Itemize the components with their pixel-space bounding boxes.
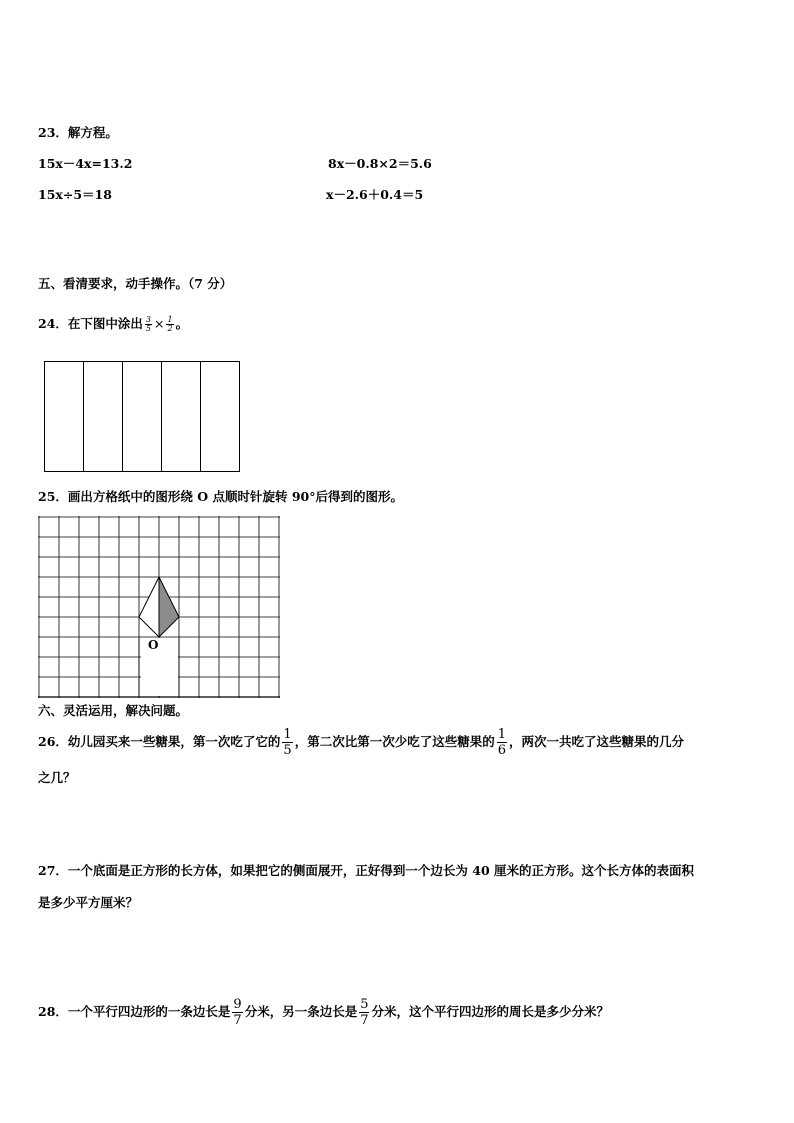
fraction-denominator: 7 [360,1013,369,1028]
fraction-denominator: 5 [145,324,151,333]
q24-fraction-2 [166,316,173,333]
fraction-numerator: 3 [145,315,151,324]
q26-line-2: 之几？ [38,770,76,785]
q24-suffix: 。 [175,316,189,331]
rectangle-outline [45,362,240,472]
q28-fraction-2 [359,997,369,1028]
times-sign: × [154,316,165,331]
label-area [141,638,178,696]
equation-1: 15x－4x=13.2 [38,156,133,171]
section-6-heading: 六、灵活运用，解决问题。 [38,703,189,718]
q27-line-2: 是多少平方厘米？ [38,895,139,910]
q25-text: 25．画出方格纸中的图形绕 O 点顺时针旋转 90°后得到的图形。 [38,489,403,504]
q26-part-1: 26．幼儿园买来一些糖果，第一次吃了它的 [38,734,281,749]
fraction-numerator: 9 [233,997,242,1012]
fraction-numerator: 5 [360,997,369,1012]
fraction-numerator: 1 [167,315,173,324]
q27-line-1: 27．一个底面是正方形的长方体，如果把它的侧面展开，正好得到一个边长为 40 厘米的正方形。这个长方体的表面积 [38,863,694,878]
section-5-heading: 五、看清要求，动手操作。（7 分） [38,276,233,291]
q24-fraction-1 [145,316,152,333]
q28-text [38,992,609,1032]
equation-3: 15x÷5＝18 [38,187,112,202]
q28-fraction-1 [232,997,242,1028]
divided-rectangle [44,361,240,472]
q23-title: 23．解方程。 [38,125,118,140]
q28-part-1: 28．一个平行四边形的一条边长是 [38,1004,231,1019]
kite-shaded-half [159,577,179,637]
square-grid [38,516,280,698]
fraction-denominator: 5 [283,743,292,758]
o-point-label: O [148,638,159,652]
q24-prefix: 24．在下图中涂出 [38,316,143,331]
fraction-numerator: 1 [283,727,292,742]
q26-part-2: ，第二次比第一次少吃了这些糖果的 [294,734,495,749]
fraction-denominator: 6 [497,743,506,758]
q26-fraction-2 [497,727,507,758]
q24-text [38,316,188,333]
kite-white-half [139,577,159,637]
equation-2: 8x－0.8×2＝5.6 [328,156,432,171]
q26-part-3: ，两次一共吃了这些糖果的几分 [508,734,684,749]
equation-4: x－2.6＋0.4＝5 [326,187,424,202]
fraction-denominator: 2 [167,324,173,333]
q26-line-1 [38,722,684,762]
fraction-numerator: 1 [497,727,506,742]
q28-part-2: 分米，另一条边长是 [244,1004,358,1019]
q28-part-3: 分米，这个平行四边形的周长是多少分米？ [371,1004,609,1019]
q26-fraction-1 [282,727,292,758]
fraction-denominator: 7 [233,1013,242,1028]
